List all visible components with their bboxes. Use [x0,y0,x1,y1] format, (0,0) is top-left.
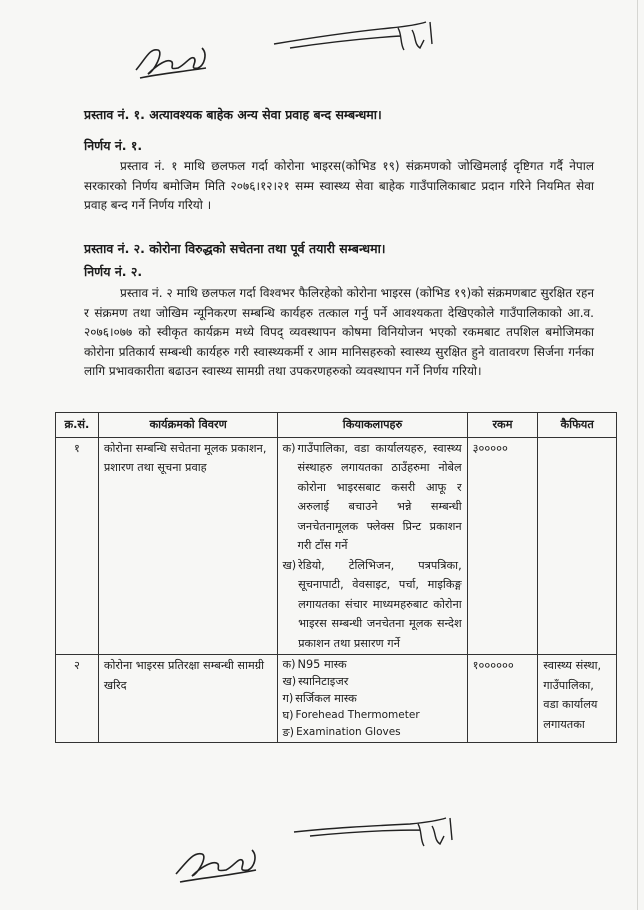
activity-item [282,656,461,673]
row1-amount: ३००००० [467,437,538,655]
row2-amount: १०००००० [467,655,538,743]
motion2-heading: प्रस्ताव नं. २. कोरोना विरुद्धको सचेतना तथा पूर्व तयारी सम्बन्धमा। [84,241,386,256]
activity-item [282,673,461,690]
program-table [55,412,617,743]
table-row [56,437,617,655]
row2-remarks: स्वास्थ्य संस्था, गाउँपालिका, वडा कार्यालय लगायतका [538,655,617,743]
signature-bottom-right [290,810,470,860]
table-header-row [56,413,617,438]
activity-marker: घ) [282,709,294,722]
activity-marker: ग) [282,692,294,705]
signature-top-left [128,28,218,88]
row1-description: कोरोना सम्बन्धि सचेतना मूलक प्रकाशन, प्रशारण तथा सूचना प्रवाह [98,437,278,655]
motion1-heading: प्रस्ताव नं. १. अत्यावश्यक बाहेक अन्य सेवा प्रवाह बन्द सम्बन्धमा। [84,107,382,122]
row1-serial: १ [56,437,99,655]
page-edge [637,0,638,910]
activity-text: Forehead Thermometer [295,709,420,721]
activity-text: सर्जिकल मास्क [295,692,357,705]
signature-bottom-left [168,830,268,890]
activity-item [282,439,462,556]
header-amount: रकम [467,413,538,438]
activity-marker: ख) [282,675,297,688]
decision1-text: प्रस्ताव नं. १ माथि छलफल गर्दा कोरोना भाइरस(कोभिड १९) संक्रमणको जोखिमलाई दृष्टिगत गर्दै नेपाल सरकारको निर्णय बमोजिम मिति २०७६।१२।२१ सम्म स्वास्थ्य सेवा बाहेक गाउँपालिकाबाट प्रदान गरिने नियमित सेवा प्रवाह बन्द गर्ने निर्णय गरियो । [84,159,594,212]
decision2-heading: निर्णय नं. २. [84,264,143,279]
activity-marker: ङ) [282,726,295,739]
row2-description: कोरोना भाइरस प्रतिरक्षा सम्बन्धी सामग्री खरिद [98,655,278,743]
activity-marker: क) [282,441,296,455]
row1-remarks [538,437,617,655]
decision1-heading: निर्णय नं. १. [84,138,143,153]
table-row [56,655,617,743]
activity-item [282,556,462,654]
activity-text: N95 मास्क [297,658,347,671]
activity-text: Examination Gloves [296,726,401,738]
activity-marker: ख) [282,558,297,572]
activity-marker: क) [282,658,296,671]
signature-top-right [270,14,450,64]
row2-activities [278,655,467,743]
header-serial: क्र.सं. [56,413,99,438]
activity-item [282,724,461,741]
header-remarks: कैफियत [538,413,617,438]
activity-item [282,690,461,707]
activity-text: स्यानिटाइजर [298,675,349,688]
header-description: कार्यक्रमको विवरण [98,413,278,438]
header-activities: कियाकलापहरु [278,413,467,438]
decision2-text: प्रस्ताव नं. २ माथि छलफल गर्दा विश्वभर फैलिरहेको कोरोना भाइरस (कोभिड १९)को संक्रमणबाट सुरक्षित रहन र संक्रमण तथा जोखिम न्यूनिकरण सम्बन्धि कार्यहरु तत्काल गर्नु पर्ने आवश्यकता देखिएकोले गाउँपालिकाको आ.व. २०७६।०७७ को स्वीकृत कार्यक्रम मध्ये विपद् व्यवस्थापन कोषमा विनियोजन भएको रकमबाट तपशिल बमोजिमका कोरोना प्रतिकार्य सम्बन्धी कार्यहरु गरी स्वास्थ्यकर्मी र आम मानिसहरुको स्वास्थ्य सुरक्षित हुने वातावरण सिर्जना गर्नका लागि प्रभावकारीता बढाउन स्वास्थ्य सामग्री तथा उपकरणहरुको व्यवस्थापन गर्ने निर्णय गरियो। [84,286,594,378]
row2-serial: २ [56,655,99,743]
decision1-body [84,157,594,216]
row1-activities [278,437,467,655]
activity-text: गाउँपालिका, वडा कार्यालयहरु, स्वास्थ्य संस्थाहरु लगायतका ठाउँहरुमा नोबेल कोरोना भाइरसबाट कसरी आफू र अरुलाई बचाउने भन्ने सम्बन्धी जनचेतनामूलक फ्लेक्स प्रिन्ट प्रकाशन गरी टाँस गर्ने [297,441,462,552]
decision2-body [84,284,594,382]
activity-item [282,707,461,724]
activity-text: रेडियो, टेलिभिजन, पत्रपत्रिका, सूचनापाटी, वेवसाइट, पर्चा, माइकिङ्ग लगायतका संचार माध्यमहरुबाट कोरोना भाइरस सम्बन्धी जनचेतना मूलक सन्देश प्रकाशन तथा प्रसारण गर्ने [298,558,462,650]
